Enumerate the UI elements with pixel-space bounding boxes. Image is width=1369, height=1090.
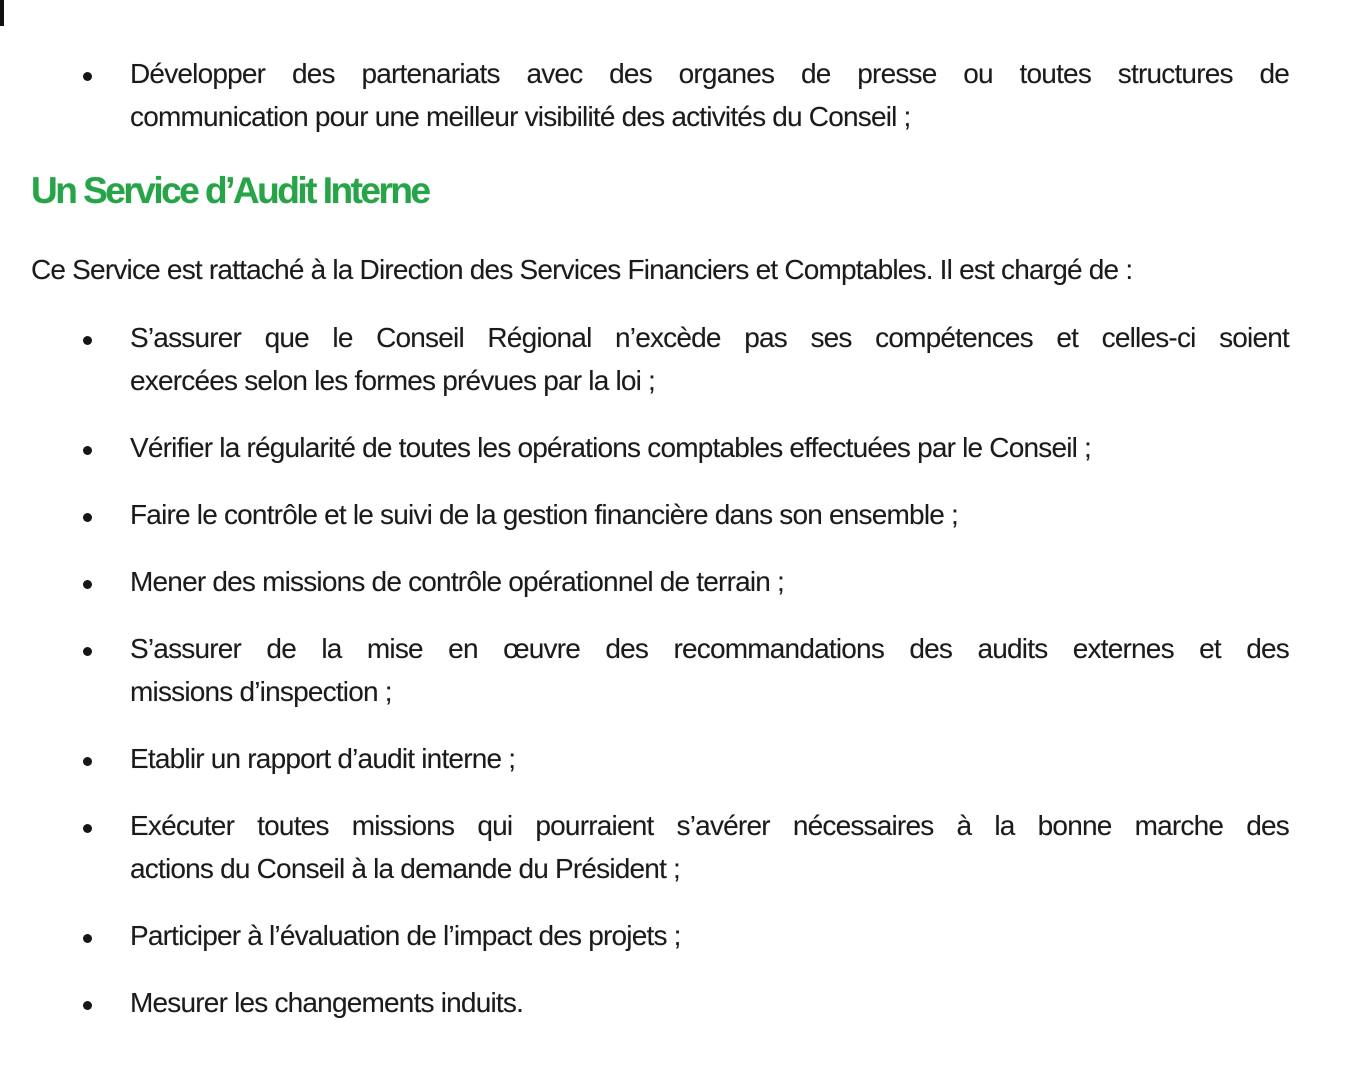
list-item bbox=[31, 426, 1289, 469]
list-item bbox=[31, 627, 1289, 713]
page-content bbox=[31, 52, 1289, 1024]
bullet-line: S’assurer que le Conseil Régional n’excède pas ses compétences et celles-ci soient bbox=[130, 322, 1289, 353]
bullet-line: exercées selon les formes prévues par la loi ; bbox=[130, 365, 656, 396]
bullet-icon bbox=[83, 1001, 92, 1010]
bullet-line: Vérifier la régularité de toutes les opérations comptables effectuées par le Conseil ; bbox=[130, 432, 1092, 463]
bullet-line: communication pour une meilleur visibilité des activités du Conseil ; bbox=[130, 101, 911, 132]
intro-paragraph: Ce Service est rattaché à la Direction des Services Financiers et Comptables. Il est chargé de : bbox=[31, 254, 1133, 285]
list-item bbox=[31, 737, 1289, 780]
bullet-icon bbox=[83, 934, 92, 943]
list-item bbox=[31, 914, 1289, 957]
section-heading: Un Service d’Audit Interne bbox=[31, 170, 429, 211]
bullet-icon bbox=[83, 757, 92, 766]
bullet-icon bbox=[83, 336, 92, 345]
bullet-line: Exécuter toutes missions qui pourraient s’avérer nécessaires à la bonne marche des bbox=[130, 810, 1289, 841]
list-item bbox=[31, 52, 1289, 138]
bullet-icon bbox=[83, 580, 92, 589]
scan-artifact bbox=[0, 0, 4, 26]
bullet-line: Participer à l’évaluation de l’impact des projets ; bbox=[130, 920, 681, 951]
intro-bullet-list bbox=[31, 52, 1289, 138]
list-item bbox=[31, 560, 1289, 603]
bullet-icon bbox=[83, 446, 92, 455]
list-item bbox=[31, 804, 1289, 890]
list-item bbox=[31, 316, 1289, 402]
list-item bbox=[31, 493, 1289, 536]
bullet-icon bbox=[83, 513, 92, 522]
bullet-line: Faire le contrôle et le suivi de la gestion financière dans son ensemble ; bbox=[130, 499, 958, 530]
bullet-line: missions d’inspection ; bbox=[130, 676, 392, 707]
bullet-line: Mesurer les changements induits. bbox=[130, 987, 524, 1018]
bullet-line: Développer des partenariats avec des organes de presse ou toutes structures de bbox=[130, 58, 1289, 89]
bullet-line: Etablir un rapport d’audit interne ; bbox=[130, 743, 516, 774]
bullet-line: actions du Conseil à la demande du Président ; bbox=[130, 853, 681, 884]
duties-bullet-list bbox=[31, 316, 1289, 1024]
bullet-icon bbox=[83, 647, 92, 656]
bullet-line: S’assurer de la mise en œuvre des recommandations des audits externes et des bbox=[130, 633, 1289, 664]
bullet-icon bbox=[83, 824, 92, 833]
bullet-icon bbox=[83, 72, 92, 81]
list-item bbox=[31, 981, 1289, 1024]
bullet-line: Mener des missions de contrôle opérationnel de terrain ; bbox=[130, 566, 785, 597]
